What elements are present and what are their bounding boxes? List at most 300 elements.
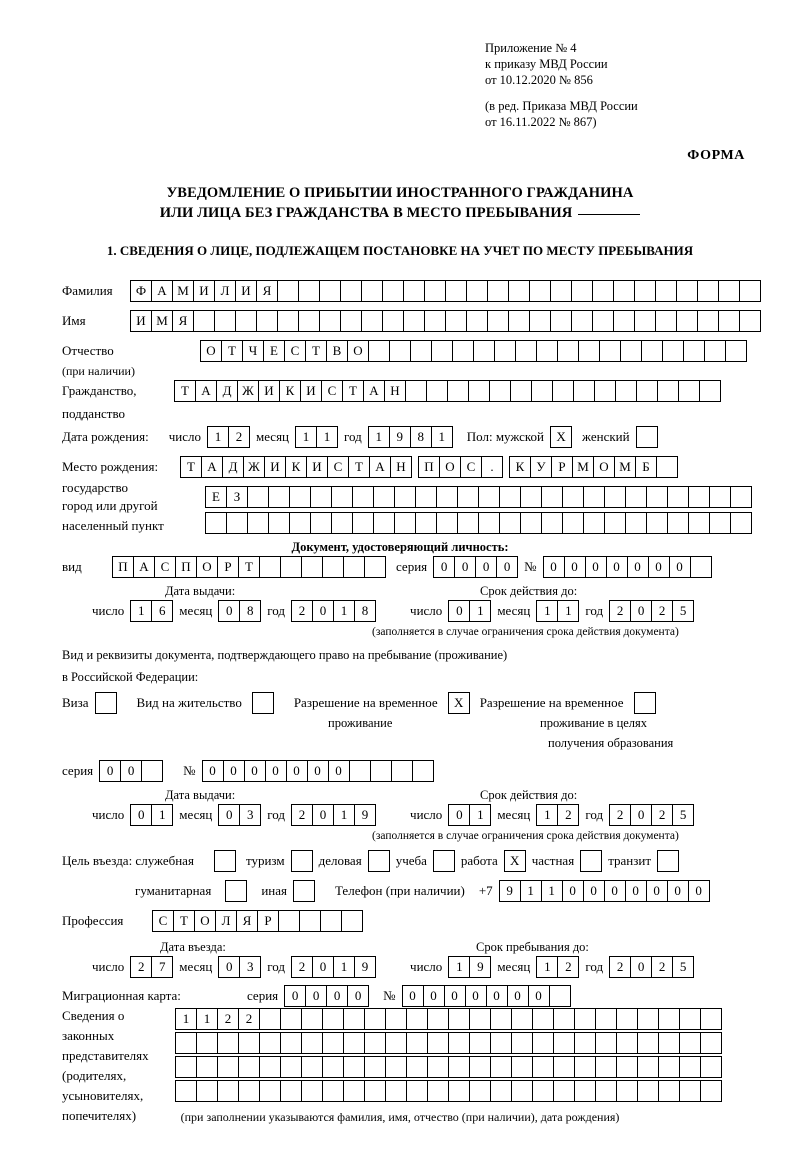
cell[interactable]: 0 <box>218 956 240 978</box>
cell[interactable] <box>175 1080 197 1102</box>
cell[interactable] <box>424 280 446 302</box>
cell[interactable] <box>436 486 458 508</box>
cell[interactable] <box>196 1056 218 1078</box>
cell[interactable]: И <box>300 380 322 402</box>
cell[interactable]: 0 <box>218 804 240 826</box>
cell[interactable] <box>595 1056 617 1078</box>
cell[interactable]: Т <box>342 380 364 402</box>
cell[interactable]: 1 <box>175 1008 197 1030</box>
cell[interactable] <box>322 1080 344 1102</box>
cell[interactable] <box>466 280 488 302</box>
cell[interactable] <box>426 380 448 402</box>
cell[interactable] <box>550 280 572 302</box>
cell[interactable] <box>301 1008 323 1030</box>
surname-input[interactable] <box>130 280 761 302</box>
cell[interactable] <box>373 486 395 508</box>
cell[interactable] <box>235 310 257 332</box>
cell[interactable]: 0 <box>423 985 445 1007</box>
cell[interactable] <box>553 1008 575 1030</box>
cell[interactable]: Ф <box>130 280 152 302</box>
cell[interactable] <box>536 340 558 362</box>
cell[interactable] <box>532 1056 554 1078</box>
cell[interactable]: 0 <box>669 556 691 578</box>
birth-city-line2-input[interactable] <box>205 486 752 508</box>
cell[interactable]: 0 <box>604 880 626 902</box>
cell[interactable] <box>613 310 635 332</box>
cell[interactable] <box>699 380 721 402</box>
cell[interactable] <box>616 1080 638 1102</box>
cell[interactable]: 0 <box>465 985 487 1007</box>
permit-valid-year-input[interactable] <box>609 804 694 826</box>
cell[interactable] <box>268 486 290 508</box>
cell[interactable]: 1 <box>536 804 558 826</box>
cell[interactable] <box>641 340 663 362</box>
cell[interactable] <box>196 1080 218 1102</box>
cell[interactable] <box>658 1056 680 1078</box>
cell[interactable] <box>331 512 353 534</box>
cell[interactable] <box>247 512 269 534</box>
cell[interactable] <box>427 1008 449 1030</box>
cell[interactable]: 0 <box>562 880 584 902</box>
cell[interactable] <box>259 556 281 578</box>
cell[interactable] <box>679 1032 701 1054</box>
cell[interactable] <box>679 1008 701 1030</box>
cell[interactable] <box>259 1080 281 1102</box>
cell[interactable] <box>406 1056 428 1078</box>
cell[interactable]: Т <box>174 380 196 402</box>
cell[interactable]: 0 <box>120 760 142 782</box>
cell[interactable]: 0 <box>606 556 628 578</box>
cell[interactable] <box>141 760 163 782</box>
cell[interactable] <box>634 280 656 302</box>
cell[interactable] <box>697 310 719 332</box>
patronymic-input[interactable] <box>200 340 747 362</box>
cell[interactable] <box>448 1008 470 1030</box>
cell[interactable]: 0 <box>486 985 508 1007</box>
cell[interactable]: 0 <box>627 556 649 578</box>
cell[interactable]: 9 <box>354 804 376 826</box>
cell[interactable] <box>592 280 614 302</box>
cell[interactable] <box>704 340 726 362</box>
cell[interactable] <box>478 512 500 534</box>
phone-input[interactable] <box>499 880 710 902</box>
cell[interactable] <box>574 1008 596 1030</box>
doc-number-input[interactable] <box>543 556 712 578</box>
cell[interactable] <box>238 1032 260 1054</box>
cell[interactable] <box>637 1056 659 1078</box>
cell[interactable] <box>394 512 416 534</box>
cell[interactable]: Р <box>551 456 573 478</box>
cell[interactable] <box>217 1032 239 1054</box>
cell[interactable]: Я <box>236 910 258 932</box>
cell[interactable]: 0 <box>312 956 334 978</box>
cell[interactable]: Т <box>221 340 243 362</box>
cell[interactable]: 2 <box>609 804 631 826</box>
cell[interactable]: 0 <box>284 985 306 1007</box>
cell[interactable] <box>343 1080 365 1102</box>
profession-input[interactable] <box>152 910 363 932</box>
cell[interactable] <box>676 310 698 332</box>
cell[interactable]: И <box>306 456 328 478</box>
cell[interactable] <box>594 380 616 402</box>
cell[interactable] <box>700 1008 722 1030</box>
cell[interactable]: Ч <box>242 340 264 362</box>
cell[interactable] <box>511 1056 533 1078</box>
cell[interactable] <box>445 280 467 302</box>
cell[interactable] <box>658 1008 680 1030</box>
cell[interactable]: 8 <box>410 426 432 448</box>
cell[interactable] <box>688 512 710 534</box>
cell[interactable] <box>511 1080 533 1102</box>
cell[interactable]: П <box>112 556 134 578</box>
cell[interactable] <box>553 1056 575 1078</box>
cell[interactable]: Е <box>205 486 227 508</box>
cell[interactable] <box>343 1032 365 1054</box>
cell[interactable] <box>277 280 299 302</box>
cell[interactable]: 1 <box>448 956 470 978</box>
cell[interactable]: С <box>321 380 343 402</box>
cell[interactable]: И <box>235 280 257 302</box>
cell[interactable]: 3 <box>239 956 261 978</box>
cell[interactable]: Я <box>256 280 278 302</box>
cell[interactable]: 1 <box>431 426 453 448</box>
cell[interactable] <box>683 340 705 362</box>
cell[interactable]: 0 <box>630 600 652 622</box>
cell[interactable]: 0 <box>328 760 350 782</box>
permit-number-input[interactable] <box>202 760 434 782</box>
cell[interactable]: Н <box>384 380 406 402</box>
mcard-number-input[interactable] <box>402 985 571 1007</box>
cell[interactable]: 0 <box>646 880 668 902</box>
cell[interactable] <box>520 486 542 508</box>
cell[interactable]: 0 <box>564 556 586 578</box>
cell[interactable] <box>322 556 344 578</box>
cell[interactable]: С <box>154 556 176 578</box>
cell[interactable] <box>385 1008 407 1030</box>
cell[interactable]: 1 <box>557 600 579 622</box>
cell[interactable] <box>557 340 579 362</box>
cell[interactable]: Л <box>215 910 237 932</box>
cell[interactable] <box>709 512 731 534</box>
cell[interactable] <box>343 1008 365 1030</box>
cell[interactable]: 6 <box>151 600 173 622</box>
cell[interactable]: О <box>439 456 461 478</box>
cell[interactable]: 7 <box>151 956 173 978</box>
cell[interactable]: М <box>172 280 194 302</box>
legal-rep-line2-input[interactable] <box>175 1032 722 1054</box>
cell[interactable]: 0 <box>630 804 652 826</box>
cell[interactable] <box>280 1080 302 1102</box>
cell[interactable] <box>646 486 668 508</box>
stay-day-input[interactable] <box>448 956 491 978</box>
birth-city-b-input[interactable] <box>509 456 678 478</box>
cell[interactable]: Р <box>257 910 279 932</box>
cell[interactable]: 0 <box>448 804 470 826</box>
cell[interactable] <box>574 1080 596 1102</box>
cell[interactable] <box>571 280 593 302</box>
visa-checkbox[interactable] <box>95 692 117 714</box>
cell[interactable]: И <box>130 310 152 332</box>
cell[interactable] <box>298 310 320 332</box>
legal-rep-line4-input[interactable] <box>175 1080 722 1102</box>
cell[interactable] <box>385 1032 407 1054</box>
cell[interactable]: 1 <box>295 426 317 448</box>
cell[interactable]: 0 <box>286 760 308 782</box>
cell[interactable] <box>427 1032 449 1054</box>
cell[interactable]: А <box>151 280 173 302</box>
cell[interactable] <box>655 280 677 302</box>
cell[interactable] <box>382 310 404 332</box>
permit-valid-month-input[interactable] <box>536 804 579 826</box>
sex-male-checkbox[interactable]: Х <box>550 426 572 448</box>
cell[interactable] <box>595 1080 617 1102</box>
cell[interactable]: 0 <box>496 556 518 578</box>
cell[interactable] <box>595 1008 617 1030</box>
cell[interactable] <box>310 512 332 534</box>
cell[interactable] <box>349 760 371 782</box>
cell[interactable]: 2 <box>609 600 631 622</box>
purpose-humanitarian-checkbox[interactable] <box>225 880 247 902</box>
purpose-business-checkbox[interactable] <box>368 850 390 872</box>
cell[interactable] <box>679 1056 701 1078</box>
cell[interactable] <box>510 380 532 402</box>
cell[interactable] <box>364 556 386 578</box>
cell[interactable] <box>553 1032 575 1054</box>
cell[interactable] <box>343 556 365 578</box>
cell[interactable] <box>604 486 626 508</box>
cell[interactable] <box>469 1056 491 1078</box>
cell[interactable]: О <box>200 340 222 362</box>
cell[interactable] <box>196 1032 218 1054</box>
cell[interactable]: 5 <box>672 804 694 826</box>
legal-rep-line3-input[interactable] <box>175 1056 722 1078</box>
cell[interactable] <box>403 310 425 332</box>
cell[interactable] <box>574 1056 596 1078</box>
birth-city-line3-input[interactable] <box>205 512 752 534</box>
cell[interactable]: 1 <box>541 880 563 902</box>
cell[interactable] <box>364 1056 386 1078</box>
cell[interactable] <box>424 310 446 332</box>
cell[interactable]: 1 <box>469 600 491 622</box>
name-input[interactable] <box>130 310 761 332</box>
cell[interactable] <box>280 556 302 578</box>
cell[interactable] <box>658 1032 680 1054</box>
cell[interactable] <box>655 310 677 332</box>
cell[interactable]: О <box>593 456 615 478</box>
cell[interactable]: 0 <box>585 556 607 578</box>
purpose-service-checkbox[interactable] <box>214 850 236 872</box>
cell[interactable]: 0 <box>448 600 470 622</box>
cell[interactable] <box>469 1008 491 1030</box>
doc-series-input[interactable] <box>433 556 518 578</box>
cell[interactable] <box>604 512 626 534</box>
purpose-study-checkbox[interactable] <box>433 850 455 872</box>
cell[interactable] <box>549 985 571 1007</box>
cell[interactable]: 9 <box>499 880 521 902</box>
cell[interactable]: 2 <box>557 804 579 826</box>
cell[interactable] <box>469 1080 491 1102</box>
cell[interactable]: 0 <box>625 880 647 902</box>
cell[interactable]: 0 <box>130 804 152 826</box>
cell[interactable]: 0 <box>99 760 121 782</box>
cell[interactable]: М <box>151 310 173 332</box>
entry-month-input[interactable] <box>218 956 261 978</box>
cell[interactable]: Д <box>216 380 238 402</box>
doc-issue-day-input[interactable] <box>130 600 173 622</box>
cell[interactable]: 0 <box>507 985 529 1007</box>
birth-month-input[interactable] <box>295 426 338 448</box>
cell[interactable] <box>730 486 752 508</box>
cell[interactable]: В <box>326 340 348 362</box>
cell[interactable] <box>490 1032 512 1054</box>
cell[interactable]: 0 <box>667 880 689 902</box>
cell[interactable]: Д <box>222 456 244 478</box>
cell[interactable] <box>340 310 362 332</box>
cell[interactable] <box>280 1056 302 1078</box>
cell[interactable] <box>445 310 467 332</box>
cell[interactable] <box>301 1080 323 1102</box>
cell[interactable] <box>552 380 574 402</box>
cell[interactable]: К <box>285 456 307 478</box>
cell[interactable]: 1 <box>196 1008 218 1030</box>
cell[interactable]: 0 <box>202 760 224 782</box>
cell[interactable] <box>406 1080 428 1102</box>
purpose-private-checkbox[interactable] <box>580 850 602 872</box>
cell[interactable] <box>625 512 647 534</box>
cell[interactable] <box>447 380 469 402</box>
cell[interactable] <box>364 1032 386 1054</box>
cell[interactable]: 0 <box>475 556 497 578</box>
cell[interactable] <box>730 512 752 534</box>
cell[interactable] <box>403 280 425 302</box>
cell[interactable] <box>592 310 614 332</box>
cell[interactable] <box>595 1032 617 1054</box>
cell[interactable] <box>508 280 530 302</box>
cell[interactable]: Т <box>238 556 260 578</box>
cell[interactable] <box>487 280 509 302</box>
cell[interactable] <box>322 1056 344 1078</box>
cell[interactable] <box>406 1032 428 1054</box>
cell[interactable] <box>657 380 679 402</box>
cell[interactable] <box>238 1056 260 1078</box>
purpose-transit-checkbox[interactable] <box>657 850 679 872</box>
cell[interactable] <box>574 1032 596 1054</box>
cell[interactable]: 0 <box>326 985 348 1007</box>
cell[interactable]: 1 <box>536 600 558 622</box>
cell[interactable]: 0 <box>630 956 652 978</box>
cell[interactable] <box>382 280 404 302</box>
cell[interactable]: О <box>347 340 369 362</box>
cell[interactable] <box>457 512 479 534</box>
cell[interactable] <box>280 1032 302 1054</box>
cell[interactable]: 2 <box>651 600 673 622</box>
cell[interactable] <box>364 1080 386 1102</box>
cell[interactable]: Е <box>263 340 285 362</box>
cell[interactable] <box>340 280 362 302</box>
cell[interactable]: 0 <box>648 556 670 578</box>
cell[interactable] <box>637 1008 659 1030</box>
cell[interactable] <box>331 486 353 508</box>
cell[interactable] <box>320 910 342 932</box>
cell[interactable]: 2 <box>557 956 579 978</box>
cell[interactable] <box>697 280 719 302</box>
cell[interactable] <box>298 280 320 302</box>
cell[interactable]: С <box>152 910 174 932</box>
cell[interactable]: М <box>572 456 594 478</box>
cell[interactable] <box>634 310 656 332</box>
cell[interactable]: 1 <box>469 804 491 826</box>
cell[interactable]: 0 <box>433 556 455 578</box>
entry-year-input[interactable] <box>291 956 376 978</box>
cell[interactable]: 0 <box>688 880 710 902</box>
cell[interactable] <box>562 486 584 508</box>
birth-state-input[interactable] <box>180 456 412 478</box>
cell[interactable] <box>490 1080 512 1102</box>
cell[interactable] <box>553 1080 575 1102</box>
entry-day-input[interactable] <box>130 956 173 978</box>
cell[interactable]: 1 <box>368 426 390 448</box>
cell[interactable]: 2 <box>291 956 313 978</box>
cell[interactable]: 5 <box>672 956 694 978</box>
cell[interactable] <box>238 1080 260 1102</box>
cell[interactable]: Я <box>172 310 194 332</box>
stay-month-input[interactable] <box>536 956 579 978</box>
cell[interactable] <box>637 1032 659 1054</box>
cell[interactable]: 2 <box>130 956 152 978</box>
cell[interactable] <box>573 380 595 402</box>
cell[interactable] <box>406 1008 428 1030</box>
cell[interactable] <box>508 310 530 332</box>
cell[interactable] <box>725 340 747 362</box>
cell[interactable]: К <box>509 456 531 478</box>
cell[interactable] <box>412 760 434 782</box>
cell[interactable] <box>532 1080 554 1102</box>
cell[interactable]: 1 <box>207 426 229 448</box>
cell[interactable] <box>448 1032 470 1054</box>
temp-residence-checkbox[interactable]: Х <box>448 692 470 714</box>
cell[interactable] <box>541 512 563 534</box>
cell[interactable] <box>175 1056 197 1078</box>
cell[interactable]: 0 <box>312 600 334 622</box>
cell[interactable] <box>625 486 647 508</box>
doc-valid-day-input[interactable] <box>448 600 491 622</box>
cell[interactable] <box>322 1032 344 1054</box>
cell[interactable] <box>373 512 395 534</box>
cell[interactable] <box>361 310 383 332</box>
cell[interactable] <box>217 1080 239 1102</box>
cell[interactable] <box>389 340 411 362</box>
cell[interactable] <box>613 280 635 302</box>
cell[interactable]: 1 <box>520 880 542 902</box>
residence-permit-checkbox[interactable] <box>252 692 274 714</box>
cell[interactable] <box>448 1080 470 1102</box>
cell[interactable] <box>193 310 215 332</box>
cell[interactable]: 9 <box>469 956 491 978</box>
cell[interactable] <box>678 380 700 402</box>
cell[interactable] <box>620 340 642 362</box>
cell[interactable]: 0 <box>583 880 605 902</box>
cell[interactable] <box>468 380 490 402</box>
cell[interactable]: Л <box>214 280 236 302</box>
cell[interactable]: 9 <box>389 426 411 448</box>
cell[interactable] <box>368 340 390 362</box>
cell[interactable]: 1 <box>333 600 355 622</box>
cell[interactable]: К <box>279 380 301 402</box>
cell[interactable]: 0 <box>444 985 466 1007</box>
cell[interactable] <box>739 310 761 332</box>
cell[interactable]: 2 <box>651 956 673 978</box>
cell[interactable] <box>259 1032 281 1054</box>
